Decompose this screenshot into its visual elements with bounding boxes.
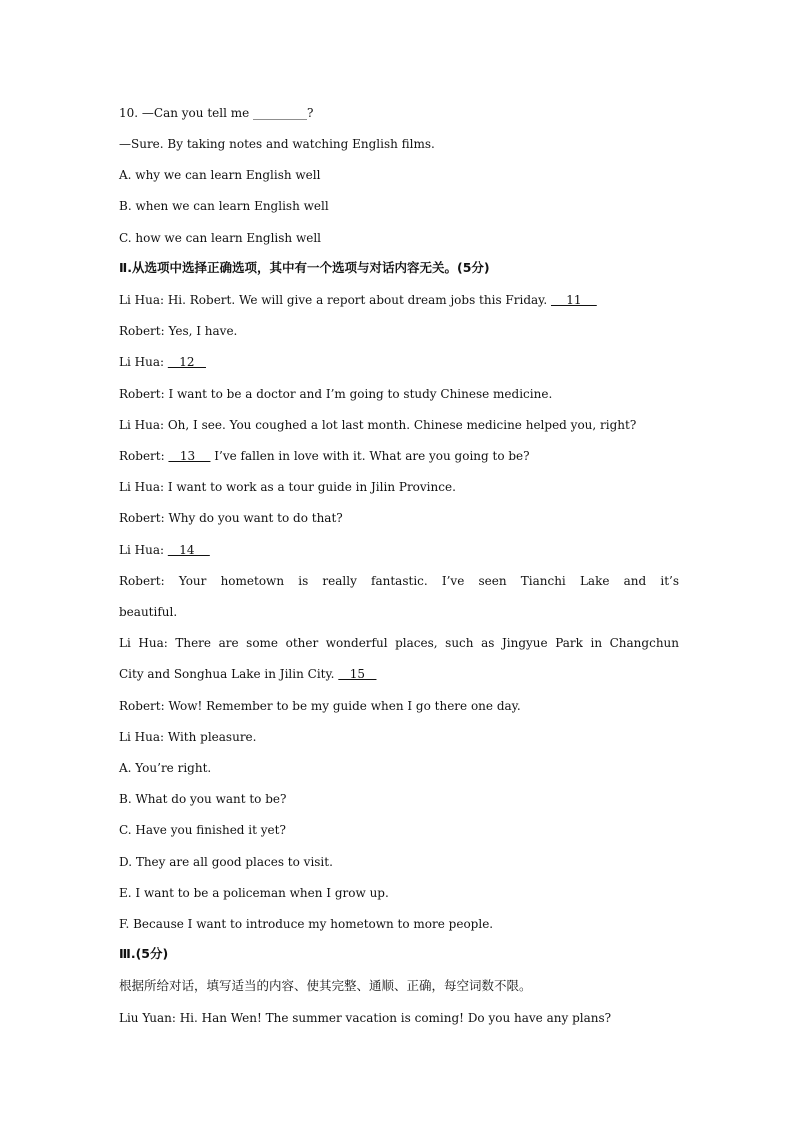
q10-stem-suffix: ? (307, 106, 314, 120)
q10-option-b: B. when we can learn English well (119, 199, 329, 213)
dialogue-line-9-text: Li Hua: (119, 543, 168, 557)
dialogue-line-9 (119, 542, 679, 558)
dialogue-line-11b (119, 666, 679, 682)
dialogue-line-13: Li Hua: With pleasure. (119, 730, 257, 744)
dialogue-line-12: Robert: Wow! Remember to be my guide when I go there one day. (119, 699, 521, 713)
blank-14: 14 (167, 543, 210, 557)
section2-option-c: C. Have you finished it yet? (119, 823, 286, 837)
q10-stem-text: 10. —Can you tell me (119, 106, 254, 120)
blank-15: 15 (338, 667, 377, 681)
section2-heading: Ⅱ.从选项中选择正确选项，其中有一个选项与对话内容无关。(5分) (119, 260, 490, 275)
dialogue-line-3 (119, 354, 679, 370)
dialogue-line-11b-text: City and Songhua Lake in Jilin City. (119, 667, 339, 681)
q10-blank: _________ (253, 106, 308, 120)
section3-heading: Ⅲ.(5分) (119, 946, 169, 961)
dialogue-line-7: Li Hua: I want to work as a tour guide in Jilin Province. (119, 480, 456, 494)
dialogue-line-10a: Robert: Your hometown is really fantastic. I’ve seen Tianchi Lake and it’s (119, 574, 679, 588)
dialogue-line-3-text: Li Hua: (119, 355, 168, 369)
dialogue-line-10b: beautiful. (119, 605, 178, 619)
section3-instruction: 根据所给对话，填写适当的内容、使其完整、通顺、正确，每空词数不限。 (119, 978, 532, 993)
section2-option-f: F. Because I want to introduce my hometown to more people. (119, 917, 494, 931)
q10-option-c: C. how we can learn English well (119, 231, 321, 245)
dialogue-line-6-rest: I’ve fallen in love with it. What are you going to be? (210, 449, 530, 463)
dialogue-line-1-text: Li Hua: Hi. Robert. We will give a report about dream jobs this Friday. (119, 293, 551, 307)
section2-option-b: B. What do you want to be? (119, 792, 287, 806)
dialogue-line-6 (119, 448, 679, 464)
blank-11: 11 (550, 293, 597, 307)
q10-stem (119, 105, 679, 121)
blank-13: 13 (168, 449, 211, 463)
section2-option-a: A. You’re right. (119, 761, 212, 775)
q10-option-a: A. why we can learn English well (119, 168, 321, 182)
blank-12: 12 (167, 355, 206, 369)
section3-dialogue-line-1: Liu Yuan: Hi. Han Wen! The summer vacation is coming! Do you have any plans? (119, 1011, 612, 1025)
dialogue-line-11a: Li Hua: There are some other wonderful places, such as Jingyue Park in Changchun (119, 636, 679, 650)
section2-option-e: E. I want to be a policeman when I grow up. (119, 886, 389, 900)
dialogue-line-6-text: Robert: (119, 449, 169, 463)
dialogue-line-2: Robert: Yes, I have. (119, 324, 238, 338)
section2-option-d: D. They are all good places to visit. (119, 855, 333, 869)
dialogue-line-1 (119, 292, 679, 308)
dialogue-line-4: Robert: I want to be a doctor and I’m going to study Chinese medicine. (119, 387, 553, 401)
q10-answer: —Sure. By taking notes and watching English films. (119, 137, 435, 151)
dialogue-line-8: Robert: Why do you want to do that? (119, 511, 343, 525)
dialogue-line-5: Li Hua: Oh, I see. You coughed a lot last month. Chinese medicine helped you, right? (119, 418, 637, 432)
